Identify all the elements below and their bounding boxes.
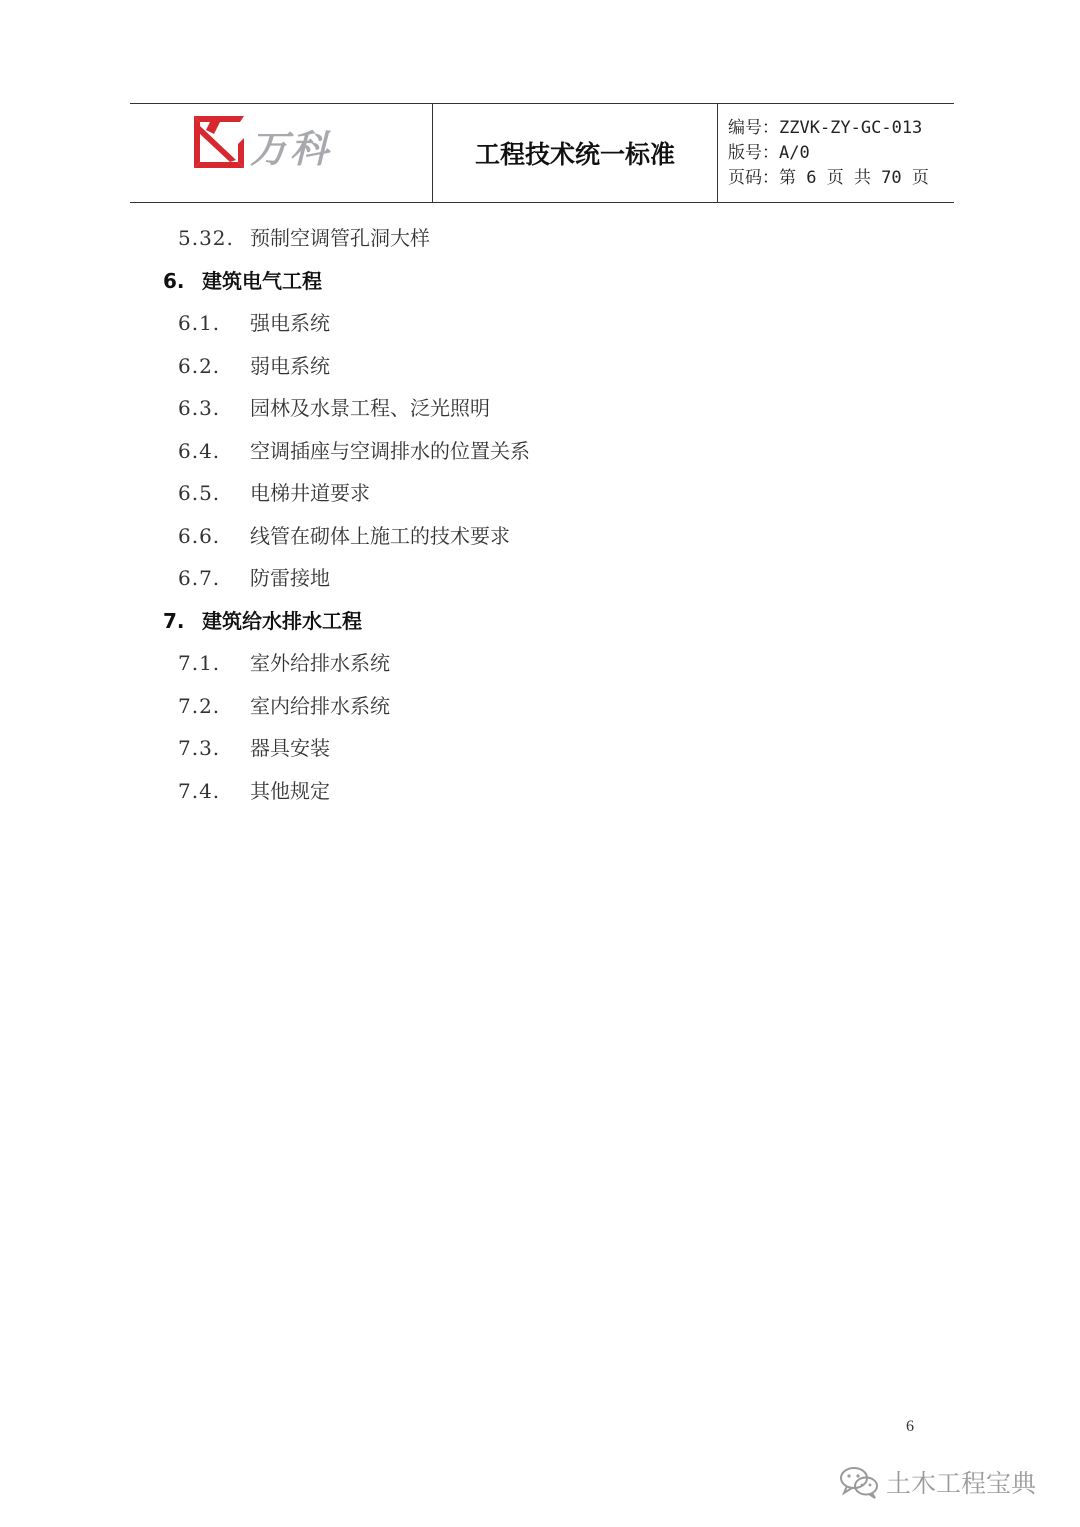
vanke-logo bbox=[192, 114, 368, 174]
toc-item-number: 6.4. bbox=[178, 439, 221, 463]
toc-item-number: 7.2. bbox=[178, 694, 221, 718]
toc-item-title: 预制空调管孔洞大样 bbox=[250, 226, 430, 250]
document-meta bbox=[728, 116, 929, 191]
toc-item-title: 园林及水景工程、泛光照明 bbox=[250, 396, 490, 420]
toc-item-title: 防雷接地 bbox=[250, 566, 330, 590]
document-page-info: 页码：第 6 页 共 70 页 bbox=[728, 168, 929, 188]
wechat-icon bbox=[838, 1464, 880, 1500]
toc-section-title: 建筑电气工程 bbox=[202, 269, 322, 293]
toc-item-number: 6.1. bbox=[178, 311, 221, 335]
toc-item-title: 器具安装 bbox=[250, 736, 330, 760]
toc-item-number: 6.6. bbox=[178, 524, 221, 548]
watermark bbox=[838, 1462, 1036, 1502]
vanke-logo-mark-icon bbox=[192, 114, 246, 170]
toc-item-title: 线管在砌体上施工的技术要求 bbox=[250, 524, 510, 548]
header-divider bbox=[717, 104, 718, 202]
toc-item-number: 6.3. bbox=[178, 396, 221, 420]
toc-item-number: 6.5. bbox=[178, 481, 221, 505]
document-title: 工程技术统一标准 bbox=[474, 140, 675, 169]
toc-item-number: 5.32. bbox=[178, 226, 234, 250]
toc-item-title: 室内给排水系统 bbox=[250, 694, 390, 718]
toc-section-title: 建筑给水排水工程 bbox=[202, 609, 362, 633]
page-number: 6 bbox=[906, 1418, 914, 1435]
toc-item-title: 室外给排水系统 bbox=[250, 651, 390, 675]
toc-section-number: 6. bbox=[163, 269, 185, 293]
toc-item-number: 6.7. bbox=[178, 566, 221, 590]
toc-item-number: 7.4. bbox=[178, 779, 221, 803]
toc-item-number: 7.1. bbox=[178, 651, 221, 675]
toc-item-title: 其他规定 bbox=[250, 779, 330, 803]
document-header bbox=[130, 103, 954, 203]
document-version: 版号：A/0 bbox=[728, 143, 810, 163]
document-code: 编号：ZZVK-ZY-GC-013 bbox=[728, 118, 923, 138]
toc-item-title: 电梯井道要求 bbox=[250, 481, 370, 505]
toc-section-number: 7. bbox=[163, 609, 185, 633]
toc-item-title: 空调插座与空调排水的位置关系 bbox=[250, 439, 530, 463]
toc-item-title: 弱电系统 bbox=[250, 354, 330, 378]
toc-item-title: 强电系统 bbox=[250, 311, 330, 335]
toc-item-number: 6.2. bbox=[178, 354, 221, 378]
watermark-text: 土木工程宝典 bbox=[886, 1469, 1037, 1498]
logo-text: 万科 bbox=[250, 127, 331, 171]
toc-item-number: 7.3. bbox=[178, 736, 221, 760]
